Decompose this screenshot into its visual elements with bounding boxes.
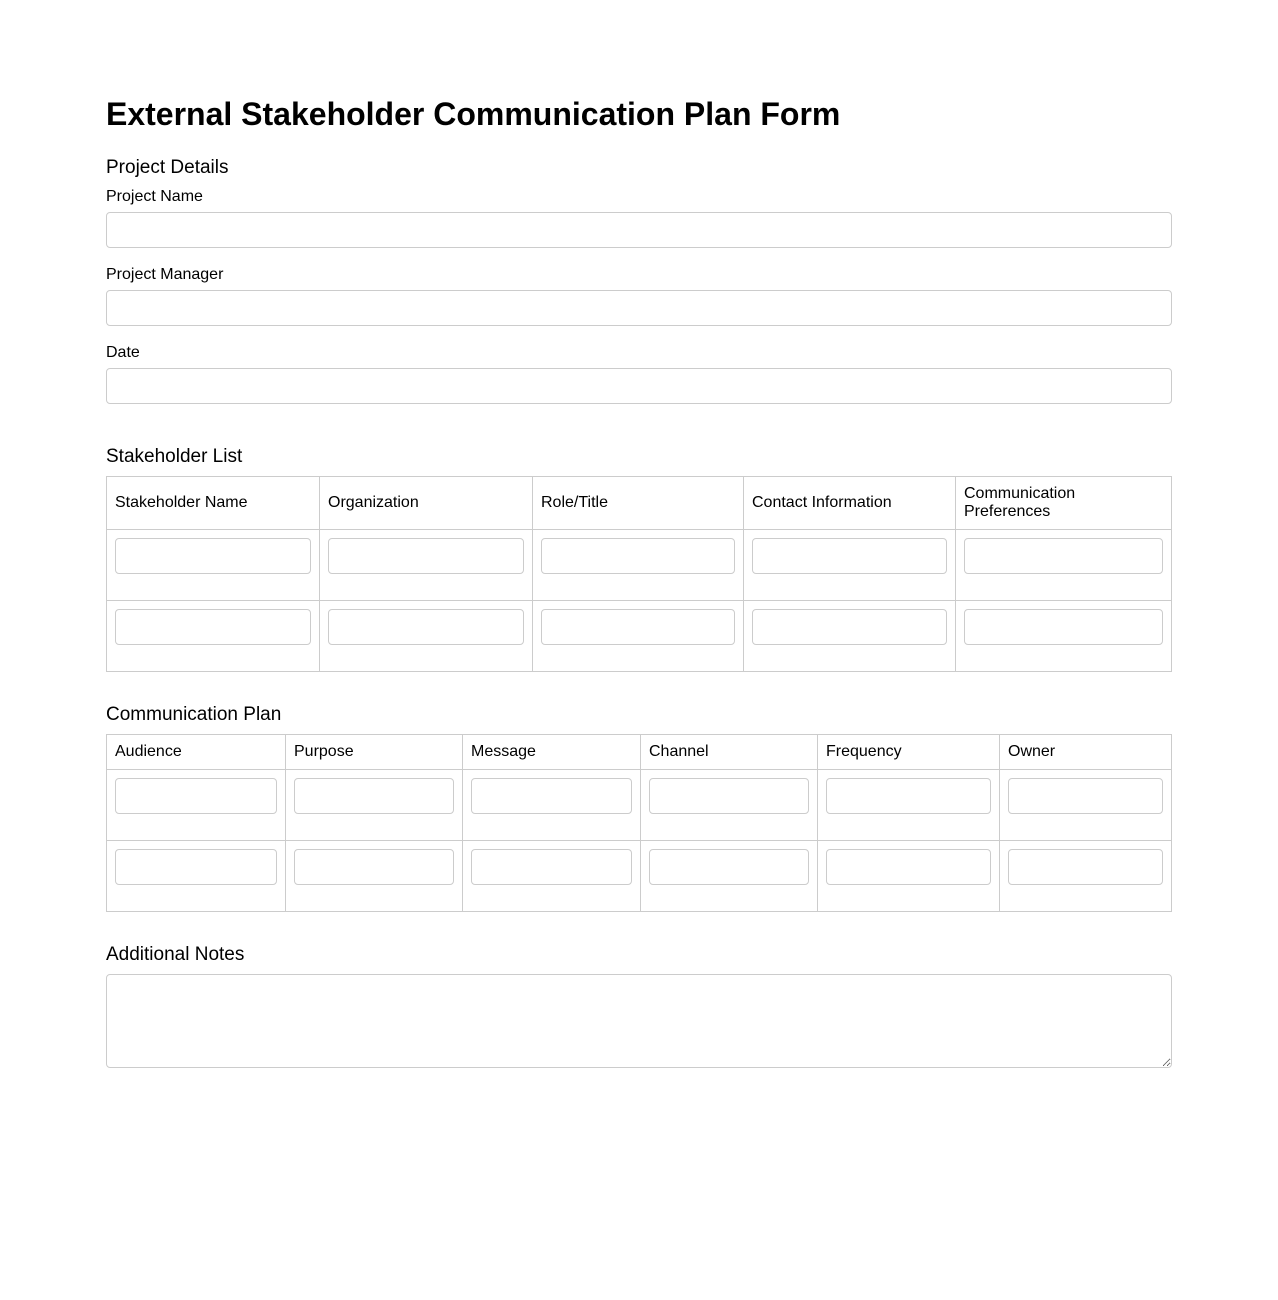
message-input[interactable] — [471, 778, 632, 814]
section-additional-notes: Additional Notes — [106, 944, 245, 965]
section-communication-plan: Communication Plan — [106, 704, 282, 725]
date-label: Date — [106, 344, 140, 361]
contact-information-input[interactable] — [752, 538, 947, 574]
contact-information-input[interactable] — [752, 609, 947, 645]
col-organization: Organization — [320, 477, 533, 530]
organization-input[interactable] — [328, 538, 524, 574]
channel-input[interactable] — [649, 778, 809, 814]
project-manager-label: Project Manager — [106, 266, 224, 283]
project-manager-input[interactable] — [106, 290, 1172, 326]
stakeholder-table — [106, 476, 1172, 672]
owner-input[interactable] — [1008, 778, 1163, 814]
section-project-details: Project Details — [106, 157, 229, 178]
owner-input[interactable] — [1008, 849, 1163, 885]
col-stakeholder-name: Stakeholder Name — [107, 477, 320, 530]
section-stakeholder-list: Stakeholder List — [106, 446, 243, 467]
purpose-input[interactable] — [294, 849, 454, 885]
col-role-title: Role/Title — [533, 477, 744, 530]
table-row — [107, 530, 1172, 601]
date-input[interactable] — [106, 368, 1172, 404]
audience-input[interactable] — [115, 778, 277, 814]
role-title-input[interactable] — [541, 609, 735, 645]
page-title: External Stakeholder Communication Plan Form — [106, 96, 841, 132]
table-row — [107, 770, 1172, 841]
additional-notes-textarea[interactable] — [106, 974, 1172, 1068]
table-row — [107, 601, 1172, 672]
purpose-input[interactable] — [294, 778, 454, 814]
project-name-input[interactable] — [106, 212, 1172, 248]
stakeholder-name-input[interactable] — [115, 609, 311, 645]
table-row — [107, 841, 1172, 912]
frequency-input[interactable] — [826, 849, 991, 885]
col-communication-preferences: Communication Preferences — [956, 477, 1172, 530]
audience-input[interactable] — [115, 849, 277, 885]
channel-input[interactable] — [649, 849, 809, 885]
communication-preferences-input[interactable] — [964, 538, 1163, 574]
col-channel: Channel — [641, 735, 818, 770]
communication-plan-table — [106, 734, 1172, 912]
col-owner: Owner — [1000, 735, 1172, 770]
organization-input[interactable] — [328, 609, 524, 645]
col-audience: Audience — [107, 735, 286, 770]
project-name-label: Project Name — [106, 188, 203, 205]
col-contact-information: Contact Information — [744, 477, 956, 530]
message-input[interactable] — [471, 849, 632, 885]
frequency-input[interactable] — [826, 778, 991, 814]
col-frequency: Frequency — [818, 735, 1000, 770]
col-message: Message — [463, 735, 641, 770]
col-purpose: Purpose — [286, 735, 463, 770]
role-title-input[interactable] — [541, 538, 735, 574]
stakeholder-name-input[interactable] — [115, 538, 311, 574]
communication-preferences-input[interactable] — [964, 609, 1163, 645]
